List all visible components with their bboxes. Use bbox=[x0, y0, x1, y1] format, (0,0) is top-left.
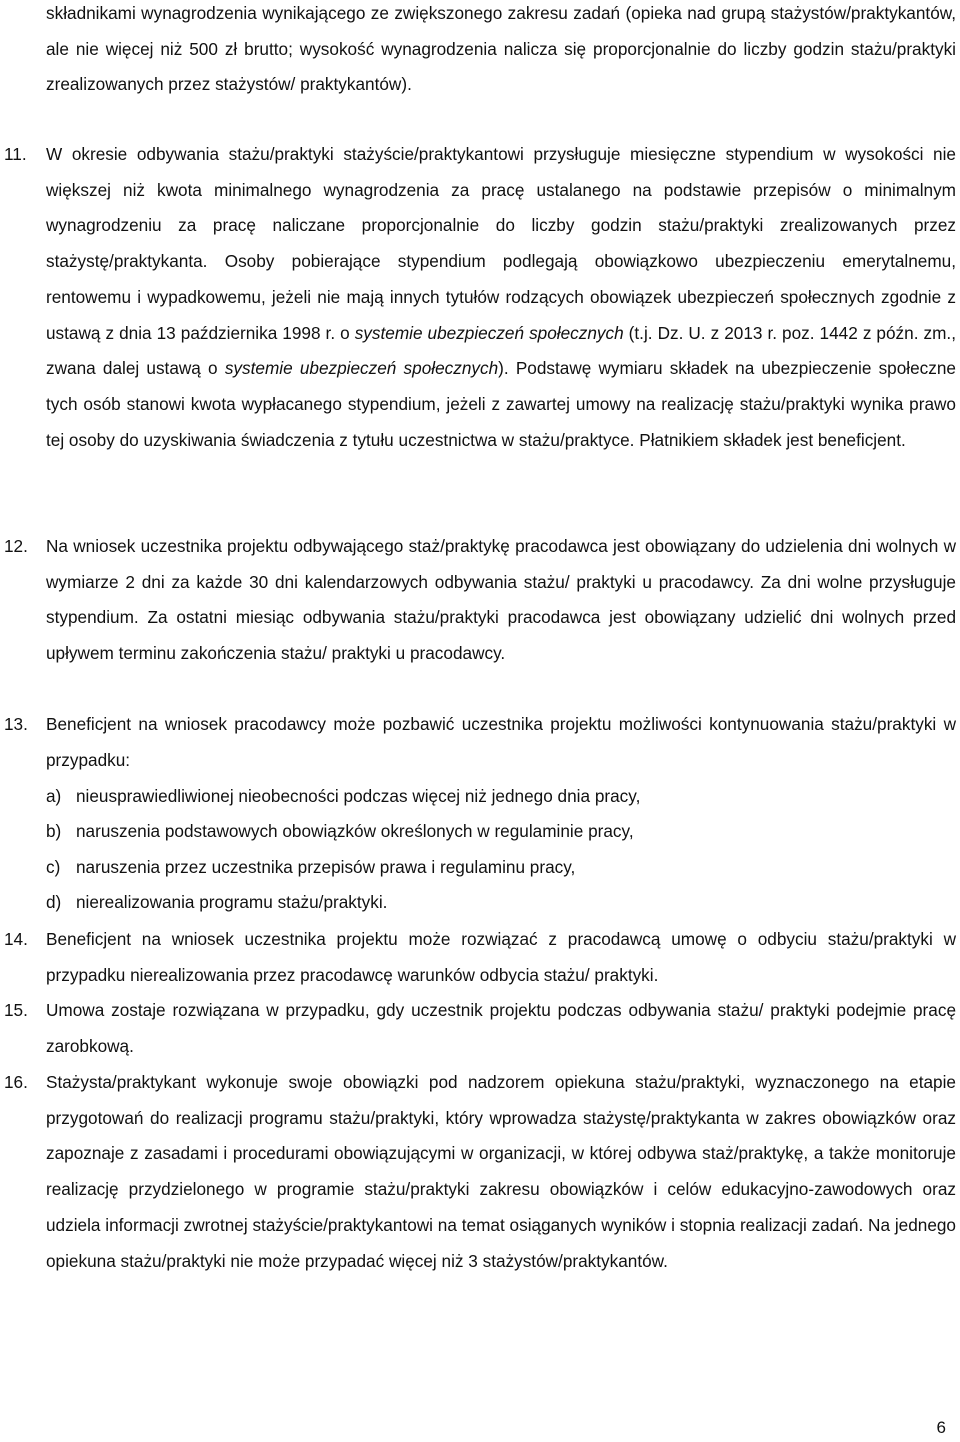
item-number: 16. bbox=[4, 1072, 28, 1092]
sub-item-b bbox=[46, 814, 956, 850]
item-text: Stażysta/praktykant wykonuje swoje obowiązki pod nadzorem opiekuna stażu/praktyki, wyznaczonego na etapie przygotowań do realizacji programu stażu/praktyki, który wprowadza stażystę/praktykanta w zakres obowiązków oraz zapoznaje z zasadami i procedurami obowiązującymi w organizacji, w której odbywa staż/praktykę, a także monitoruje realizację przydzielonego w programie stażu/praktyki zakresu obowiązków i celów edukacyjno-zawodowych oraz udziela informacji zwrotnej stażyście/praktykantowi na temat osiąganych wyników i stopnia realizacji zadań. Na jednego opiekuna stażu/praktyki nie może przypadać więcej niż 3 stażystów/praktykantów. bbox=[46, 1072, 956, 1271]
item-text-part2: (t.j. Dz. U. z 2013 r. poz. 1442 z późn. zm., zwana dalej ustawą o bbox=[46, 322, 956, 379]
item-text: Umowa zostaje rozwiązana w przypadku, gdy uczestnik projektu podczas odbywania stażu/ praktyki podejmie pracę zarobkową. bbox=[46, 1000, 956, 1056]
sub-item-d bbox=[46, 885, 956, 921]
item-text-part3: ). Podstawę wymiaru składek na ubezpieczenie społeczne tych osób stanowi kwota wypłacanego stypendium, jeżeli z zawartej umowy na realizację stażu/praktyki wynika prawo tej osoby do uzyskiwania świadczenia z tytułu uczestnictwa w stażu/praktyce. Płatnikiem składek jest beneficjent. bbox=[46, 358, 956, 450]
sub-item-letter: c) bbox=[46, 857, 61, 877]
item-number: 12. bbox=[4, 536, 28, 556]
page-number: 6 bbox=[936, 1418, 946, 1437]
italic-act-title-2: systemie ubezpieczeń społecznych bbox=[224, 358, 499, 379]
sub-item-text: nierealizowania programu stażu/praktyki. bbox=[76, 892, 388, 912]
item-text: Beneficjent na wniosek uczestnika projektu może rozwiązać z pracodawcą umowę o odbyciu stażu/praktyki w przypadku nierealizowania przez pracodawcę warunków odbycia stażu/ praktyki. bbox=[46, 929, 956, 985]
italic-act-title-1: systemie ubezpieczeń społecznych bbox=[354, 322, 624, 343]
item-number: 15. bbox=[4, 1000, 28, 1020]
item-text: Na wniosek uczestnika projektu odbywającego staż/praktykę pracodawca jest obowiązany do udzielenia dni wolnych w wymiarze 2 dni za każde 30 dni kalendarzowych odbywania stażu/ praktyki u pracodawcy. Za dni wolne przysługuje stypendium. Za ostatni miesiąc odbywania stażu/praktyki pracodawca jest obowiązany udzielić dni wolnych przed upływem terminu zakończenia stażu/ praktyki u pracodawcy. bbox=[46, 536, 956, 664]
sub-item-text: nieusprawiedliwionej nieobecności podczas więcej niż jednego dnia pracy, bbox=[76, 786, 641, 806]
intro-paragraph: składnikami wynagrodzenia wynikającego ze zwiększonego zakresu zadań (opieka nad grupą stażystów/praktykantów, ale nie więcej niż 500 zł brutto; wysokość wynagrodzenia nalicza się proporcjonalnie do liczby godzin stażu/praktyki zrealizowanych przez stażystów/ praktykantów). bbox=[46, 3, 956, 95]
item-number: 11. bbox=[4, 144, 27, 164]
sub-item-text: naruszenia przez uczestnika przepisów prawa i regulaminu pracy, bbox=[76, 857, 576, 877]
item-number: 13. bbox=[4, 714, 28, 734]
sub-item-c bbox=[46, 850, 956, 886]
sub-item-letter: b) bbox=[46, 821, 62, 841]
sub-item-a bbox=[46, 779, 956, 815]
item-text: Beneficjent na wniosek pracodawcy może pozbawić uczestnika projektu możliwości kontynuowania stażu/praktyki w przypadku: bbox=[46, 714, 956, 770]
sub-item-letter: d) bbox=[46, 892, 62, 912]
item-text bbox=[46, 137, 956, 458]
sub-item-text: naruszenia podstawowych obowiązków określonych w regulaminie pracy, bbox=[76, 821, 634, 841]
sub-item-letter: a) bbox=[46, 786, 62, 806]
item-text-part1: W okresie odbywania stażu/praktyki stażyście/praktykantowi przysługuje miesięczne stypendium w wysokości nie większej niż kwota minimalnego wynagrodzenia za pracę ustalanego na podstawie przepisów o minimalnym wynagrodzeniu za pracę naliczane proporcjonalnie do liczby godzin stażu/praktyki zrealizowanych przez stażystę/praktykanta. Osoby pobierające stypendium podlegają obowiązkowo ubezpieczeniu emerytalnemu, rentowemu i wypadkowemu, jeżeli nie mają innych tytułów rodzących obowiązek ubezpieczeń społecznych zgodnie z ustawą z dnia 13 października 1998 r. o bbox=[46, 144, 956, 343]
item-number: 14. bbox=[4, 929, 28, 949]
